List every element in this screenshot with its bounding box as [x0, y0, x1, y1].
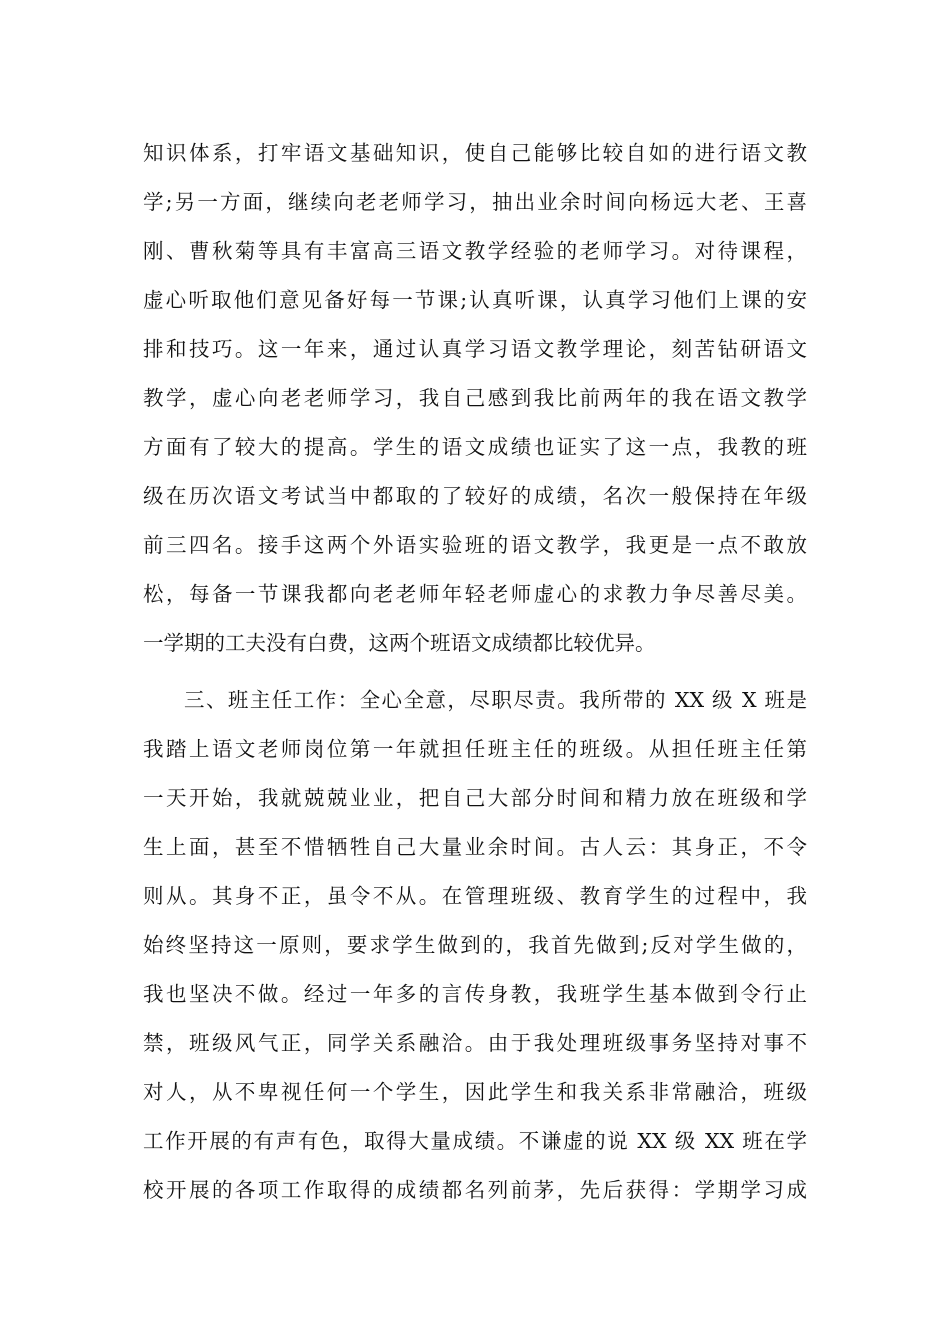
- text-line: 方面有了较大的提高。学生的语文成绩也证实了这一点，我教的班: [143, 435, 807, 459]
- text-line: 生上面，甚至不惜牺牲自己大量业余时间。古人云：其身正，不令: [143, 835, 807, 859]
- text-line: 学;另一方面，继续向老老师学习，抽出业余时间向杨远大老、王喜: [143, 190, 807, 214]
- text-line: 知识体系，打牢语文基础知识，使自己能够比较自如的进行语文教: [143, 141, 807, 165]
- text-line: 工作开展的有声有色，取得大量成绩。不谦虚的说 XX 级 XX 班在学: [143, 1129, 807, 1153]
- text-line: 我踏上语文老师岗位第一年就担任班主任的班级。从担任班主任第: [143, 737, 807, 761]
- text-line: 级在历次语文考试当中都取的了较好的成绩，名次一般保持在年级: [143, 484, 807, 508]
- text-line: 对人，从不卑视任何一个学生，因此学生和我关系非常融洽，班级: [143, 1080, 807, 1104]
- text-line: 校开展的各项工作取得的成绩都名列前茅，先后获得：学期学习成: [143, 1178, 807, 1202]
- text-line: 始终坚持这一原则，要求学生做到的，我首先做到;反对学生做的，: [143, 933, 807, 957]
- text-line: 刚、曹秋菊等具有丰富高三语文教学经验的老师学习。对待课程，: [143, 239, 807, 263]
- text-line: 一天开始，我就兢兢业业，把自己大部分时间和精力放在班级和学: [143, 786, 807, 810]
- text-line: 排和技巧。这一年来，通过认真学习语文教学理论，刻苦钻研语文: [143, 337, 807, 361]
- text-line: 则从。其身不正，虽令不从。在管理班级、教育学生的过程中，我: [143, 884, 807, 908]
- text-line: 我也坚决不做。经过一年多的言传身教，我班学生基本做到令行止: [143, 982, 807, 1006]
- text-line: 禁，班级风气正，同学关系融洽。由于我处理班级事务坚持对事不: [143, 1031, 807, 1055]
- text-line: 三、班主任工作：全心全意，尽职尽责。我所带的 XX 级 X 班是: [184, 688, 807, 712]
- text-line: 松，每备一节课我都向老老师年轻老师虚心的求教力争尽善尽美。: [143, 582, 807, 606]
- text-line: 虚心听取他们意见备好每一节课;认真听课，认真学习他们上课的安: [143, 288, 807, 312]
- text-line: 一学期的工夫没有白费，这两个班语文成绩都比较优异。: [143, 631, 656, 655]
- text-line: 教学，虚心向老老师学习，我自己感到我比前两年的我在语文教学: [143, 386, 807, 410]
- text-line: 前三四名。接手这两个外语实验班的语文教学，我更是一点不敢放: [143, 533, 807, 557]
